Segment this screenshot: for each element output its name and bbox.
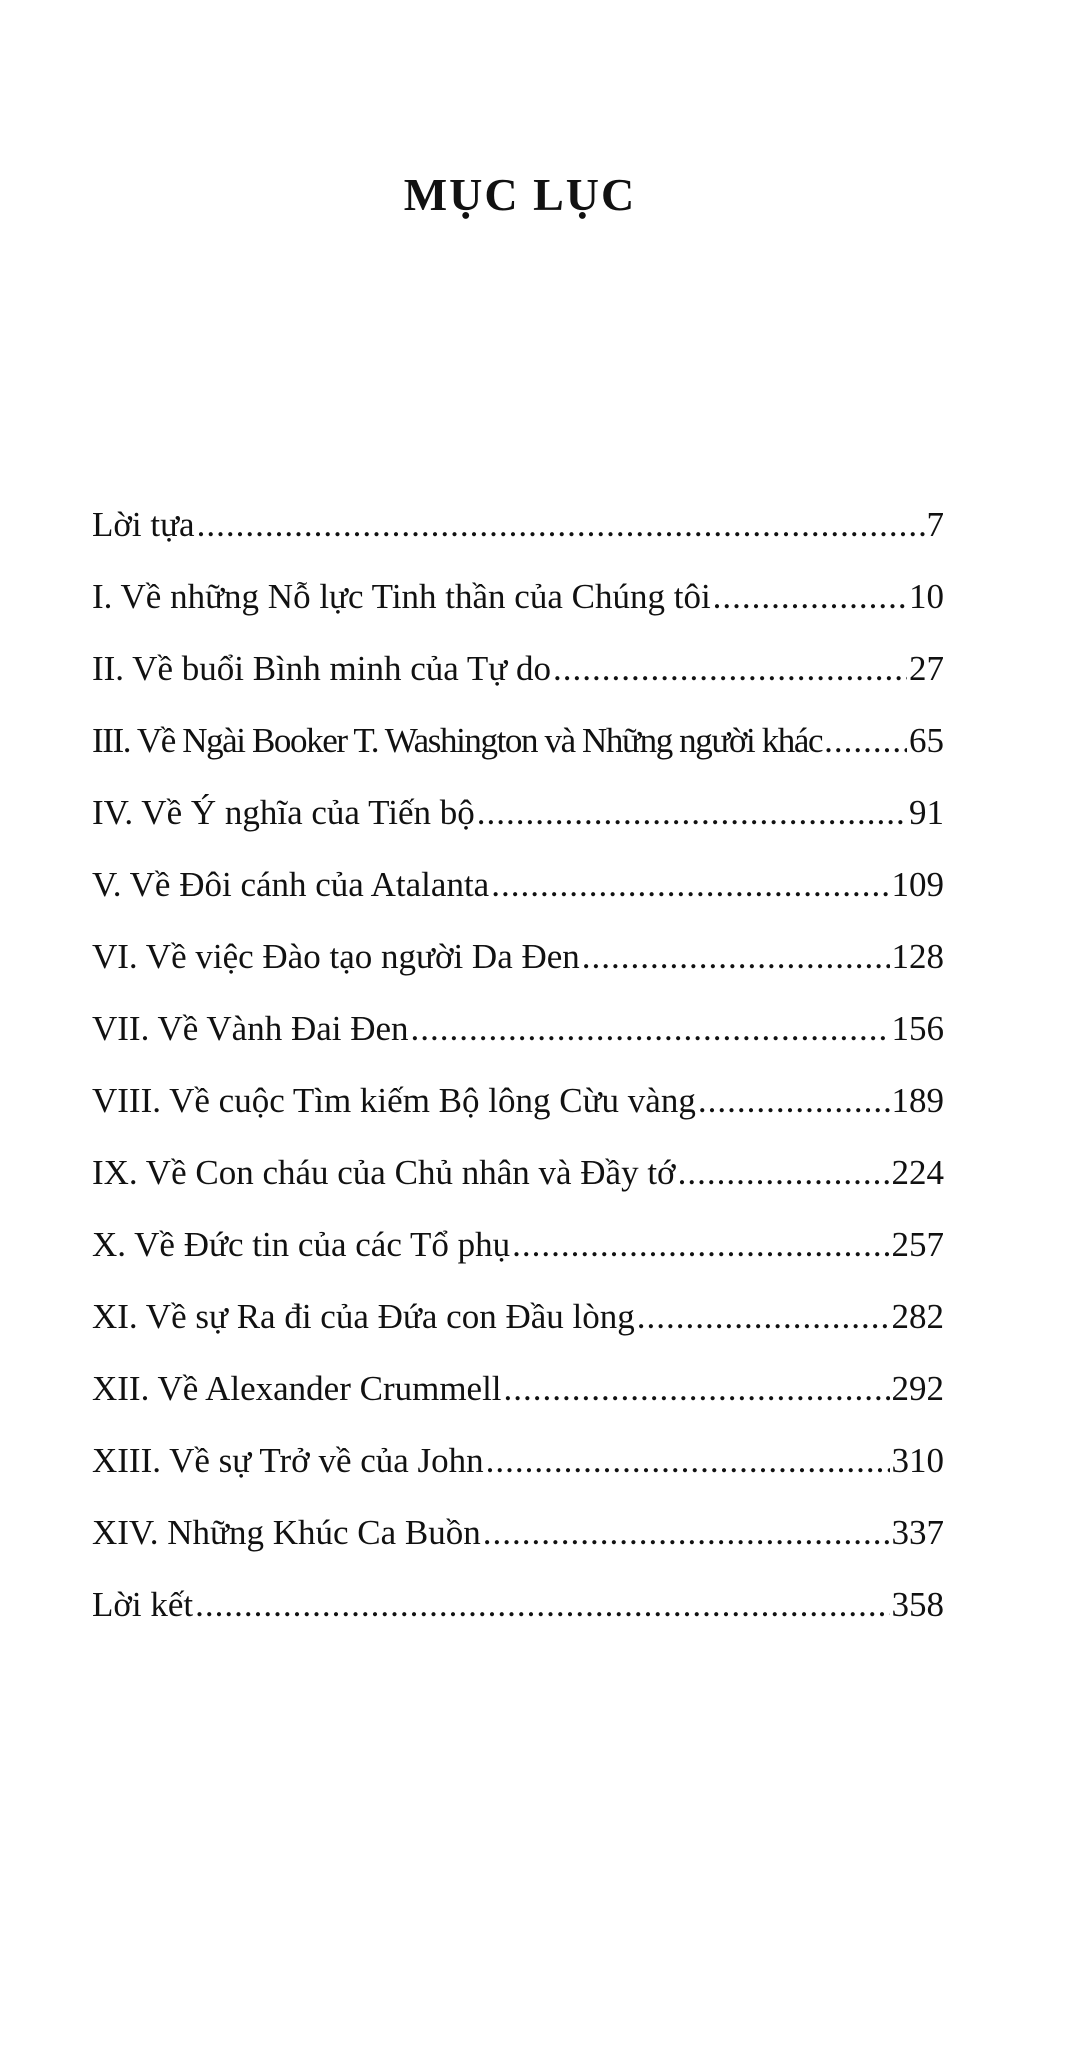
toc-entry-label: IX. Về Con cháu của Chủ nhân và Đầy tớ xyxy=(92,1153,676,1192)
dot-leader xyxy=(582,937,890,977)
toc-entry-label: VI. Về việc Đào tạo người Da Đen xyxy=(92,937,580,976)
toc-entry-chapter-8 xyxy=(92,1081,944,1153)
toc-entry-label: I. Về những Nỗ lực Tinh thần của Chúng tôi xyxy=(92,577,711,616)
toc-entry-chapter-11 xyxy=(92,1297,944,1369)
toc-entry-chapter-3 xyxy=(92,721,944,793)
dot-leader xyxy=(477,793,907,833)
toc-entry-page: 282 xyxy=(891,1297,944,1336)
toc-entry-chapter-12 xyxy=(92,1369,944,1441)
dot-leader xyxy=(512,1225,889,1265)
toc-entry-page: 257 xyxy=(891,1225,944,1264)
toc-entry-page: 224 xyxy=(891,1153,944,1192)
toc-entry-page: 337 xyxy=(891,1513,944,1552)
toc-entry-label: XI. Về sự Ra đi của Đứa con Đầu lòng xyxy=(92,1297,635,1336)
dot-leader xyxy=(491,865,889,905)
toc-entry-page: 91 xyxy=(909,793,944,832)
dot-leader xyxy=(411,1009,890,1049)
dot-leader xyxy=(483,1513,890,1553)
dot-leader xyxy=(824,721,907,761)
toc-entry-chapter-6 xyxy=(92,937,944,1009)
toc-entry-label: V. Về Đôi cánh của Atalanta xyxy=(92,865,490,904)
dot-leader xyxy=(197,505,925,545)
toc-entry-preface xyxy=(92,505,944,577)
toc-entry-label: XIV. Những Khúc Ca Buồn xyxy=(92,1513,481,1552)
toc-entry-page: 7 xyxy=(926,505,944,544)
toc-entry-page: 358 xyxy=(891,1585,944,1624)
dot-leader xyxy=(698,1081,890,1121)
dot-leader xyxy=(553,649,907,689)
dot-leader xyxy=(678,1153,890,1193)
toc-entry-page: 10 xyxy=(909,577,944,616)
page-title: MỤC LỤC xyxy=(403,169,637,220)
toc-entry-label: III. Về Ngài Booker T. Washington và Những người khác xyxy=(92,721,823,760)
toc-entry-chapter-4 xyxy=(92,793,944,865)
toc-entry-epilogue xyxy=(92,1585,944,1657)
dot-leader xyxy=(504,1369,890,1409)
toc-entry-chapter-7 xyxy=(92,1009,944,1081)
toc-entry-chapter-10 xyxy=(92,1225,944,1297)
toc-entry-label: Lời tựa xyxy=(92,505,195,544)
toc-entry-label: II. Về buổi Bình minh của Tự do xyxy=(92,649,552,688)
toc-entry-page: 156 xyxy=(891,1009,944,1048)
toc-entry-chapter-9 xyxy=(92,1153,944,1225)
toc-entry-chapter-5 xyxy=(92,865,944,937)
toc-entry-chapter-13 xyxy=(92,1441,944,1513)
toc-entry-chapter-14 xyxy=(92,1513,944,1585)
toc-entry-chapter-2 xyxy=(92,649,944,721)
toc-entry-label: VII. Về Vành Đai Đen xyxy=(92,1009,409,1048)
dot-leader xyxy=(637,1297,890,1337)
toc-entry-page: 189 xyxy=(891,1081,944,1120)
dot-leader xyxy=(486,1441,890,1481)
toc-entry-page: 310 xyxy=(891,1441,944,1480)
dot-leader xyxy=(713,577,907,617)
table-of-contents xyxy=(92,505,944,1657)
toc-entry-page: 128 xyxy=(891,937,944,976)
toc-entry-page: 109 xyxy=(891,865,944,904)
toc-entry-label: VIII. Về cuộc Tìm kiếm Bộ lông Cừu vàng xyxy=(92,1081,696,1120)
toc-entry-label: X. Về Đức tin của các Tổ phụ xyxy=(92,1225,511,1264)
toc-entry-label: XII. Về Alexander Crummell xyxy=(92,1369,502,1408)
toc-entry-chapter-1 xyxy=(92,577,944,649)
toc-entry-page: 65 xyxy=(909,721,944,760)
toc-entry-label: Lời kết xyxy=(92,1585,194,1624)
dot-leader xyxy=(195,1585,889,1625)
toc-entry-label: IV. Về Ý nghĩa của Tiến bộ xyxy=(92,793,475,832)
toc-entry-label: XIII. Về sự Trở về của John xyxy=(92,1441,484,1480)
toc-entry-page: 27 xyxy=(909,649,944,688)
toc-entry-page: 292 xyxy=(891,1369,944,1408)
